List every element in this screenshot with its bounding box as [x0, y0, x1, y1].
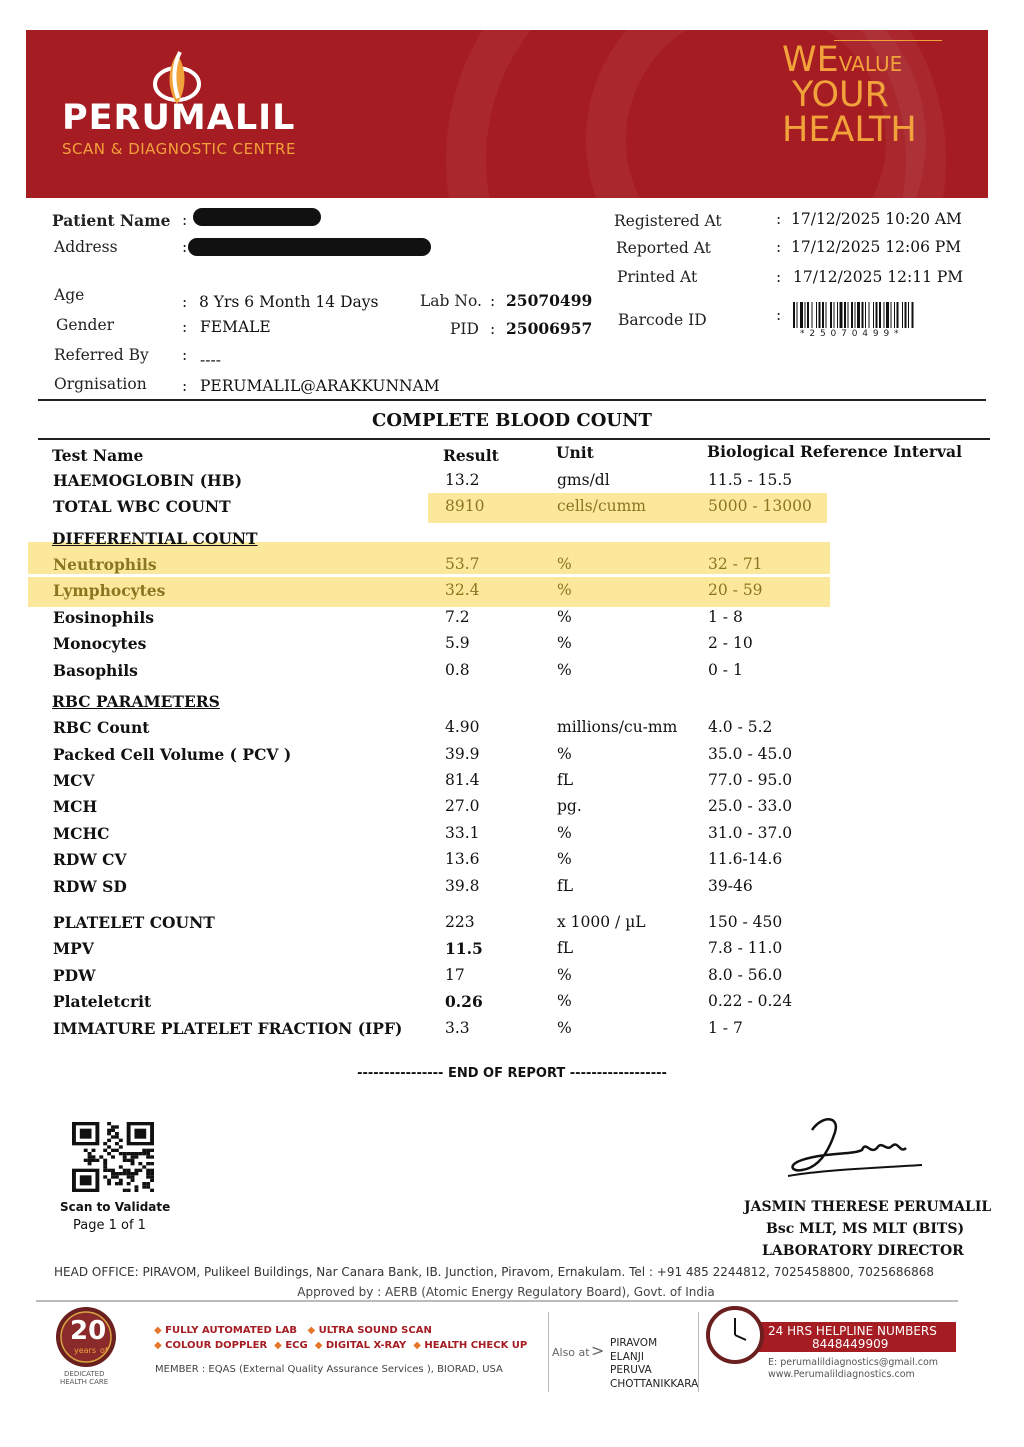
cell-result: 4.90: [445, 718, 480, 736]
organisation-label: Orgnisation: [54, 375, 147, 393]
cell-ref: 0.22 - 0.24: [708, 992, 793, 1010]
printed-at-value: 17/12/2025 12:11 PM: [793, 268, 964, 286]
cell-unit: gms/dl: [557, 471, 610, 489]
service-item: ULTRA SOUND SCAN: [318, 1325, 432, 1336]
cell-ref: 11.6-14.6: [708, 850, 783, 868]
cell-ref: 1 - 7: [708, 1019, 743, 1037]
cell-unit: pg.: [557, 797, 582, 815]
cell-result: 53.7: [445, 555, 480, 573]
cell-ref: 150 - 450: [708, 913, 783, 931]
column-header-unit: Unit: [556, 443, 594, 462]
cell-unit: %: [557, 745, 572, 763]
branch-item: PIRAVOM: [610, 1337, 658, 1349]
printed-at-label: Printed At: [617, 268, 698, 286]
cell-ref: 39-46: [708, 877, 753, 895]
badge-number: 20: [70, 1316, 107, 1346]
badge-caption-1: DEDICATED: [64, 1370, 105, 1378]
slogan-your: YOUR: [792, 75, 889, 115]
brand-subtitle: SCAN & DIAGNOSTIC CENTRE: [62, 140, 296, 158]
director-name: JASMIN THERESE PERUMALIL: [744, 1199, 992, 1215]
footer-divider: [698, 1312, 699, 1392]
helpline-number: 8448449909: [812, 1337, 889, 1351]
cell-ref: 2 - 10: [708, 634, 753, 652]
cell-name: Packed Cell Volume ( PCV ): [53, 745, 292, 764]
cell-ref: 5000 - 13000: [708, 497, 812, 515]
cell-name: IMMATURE PLATELET FRACTION (IPF): [53, 1019, 403, 1038]
cell-result: 32.4: [445, 581, 480, 599]
cell-name: RBC Count: [53, 718, 150, 737]
patient-name-label: Patient Name: [52, 211, 171, 230]
colon: :: [182, 346, 188, 364]
report-title: COMPLETE BLOOD COUNT: [372, 410, 652, 431]
cell-name: MCV: [53, 771, 95, 790]
barcode-digits: * 2 5 0 7 0 4 9 9 *: [800, 329, 900, 339]
cell-result: 7.2: [445, 608, 470, 626]
cell-unit: %: [557, 966, 572, 984]
cell-result: 81.4: [445, 771, 480, 789]
badge-of: of: [100, 1346, 108, 1355]
cell-name: Basophils: [53, 661, 138, 680]
age-value: 8 Yrs 6 Month 14 Days: [199, 293, 379, 311]
column-header-reference: Biological Reference Interval: [707, 442, 962, 461]
qr-code-icon: [72, 1122, 154, 1192]
bullet-icon: ◆: [413, 1340, 425, 1351]
slogan: [782, 40, 942, 148]
website-link[interactable]: www.Perumalildiagnostics.com: [768, 1369, 915, 1380]
cell-result: 17: [445, 966, 465, 984]
service-item: DIGITAL X-RAY: [325, 1340, 407, 1351]
chevron-right-icon: >: [591, 1341, 605, 1360]
cell-ref: 7.8 - 11.0: [708, 939, 783, 957]
gender-value: FEMALE: [200, 318, 271, 336]
cell-result: 39.8: [445, 877, 480, 895]
colon: :: [776, 238, 782, 256]
clock-icon: [706, 1306, 764, 1364]
director-title: LABORATORY DIRECTOR: [762, 1243, 964, 1259]
bullet-icon: ◆: [154, 1325, 166, 1336]
cell-ref: 1 - 8: [708, 608, 743, 626]
lab-no-label: Lab No.: [420, 292, 482, 310]
reported-at-value: 17/12/2025 12:06 PM: [791, 238, 962, 256]
service-item: COLOUR DOPPLER: [165, 1340, 268, 1351]
organisation-value: PERUMALIL@ARAKKUNNAM: [200, 377, 440, 395]
cell-result: 0.26: [445, 992, 483, 1011]
lab-no-value: 25070499: [506, 291, 593, 310]
divider: [38, 438, 990, 440]
cell-ref: 25.0 - 33.0: [708, 797, 793, 815]
gender-label: Gender: [56, 316, 115, 334]
cell-name: PLATELET COUNT: [53, 913, 215, 932]
bullet-icon: ◆: [274, 1340, 286, 1351]
signature-image: [782, 1110, 928, 1190]
cell-name: RDW CV: [53, 850, 127, 869]
services-row-2: [154, 1340, 527, 1351]
also-at-label: Also at: [552, 1346, 590, 1359]
cell-unit: %: [557, 824, 572, 842]
cell-unit: %: [557, 1019, 572, 1037]
cell-unit: cells/cumm: [557, 497, 647, 515]
registered-at-value: 17/12/2025 10:20 AM: [791, 210, 962, 228]
slogan-value: VALUE: [838, 52, 903, 76]
cell-name: RDW SD: [53, 877, 127, 896]
cell-unit: %: [557, 992, 572, 1010]
reported-at-label: Reported At: [616, 239, 711, 257]
slogan-health: HEALTH: [782, 110, 917, 150]
cell-name: PDW: [53, 966, 96, 985]
cell-ref: 32 - 71: [708, 555, 763, 573]
scan-to-validate: Scan to Validate: [60, 1200, 171, 1214]
cell-unit: millions/cu-mm: [557, 718, 678, 736]
pid-value: 25006957: [506, 319, 593, 338]
cell-result: 33.1: [445, 824, 480, 842]
cell-unit: fL: [557, 877, 574, 895]
cell-name: MCHC: [53, 824, 110, 843]
cell-name: Lymphocytes: [53, 581, 166, 600]
colon: :: [182, 211, 188, 229]
cell-ref: 11.5 - 15.5: [708, 471, 793, 489]
cell-name: Plateletcrit: [53, 992, 152, 1011]
bullet-icon: ◆: [154, 1340, 166, 1351]
referred-by-value: ----: [200, 351, 221, 369]
service-item: ECG: [285, 1340, 308, 1351]
colon: :: [776, 306, 782, 324]
section-differential-count: DIFFERENTIAL COUNT: [52, 529, 258, 548]
footer-divider: [36, 1301, 958, 1302]
cell-ref: 31.0 - 37.0: [708, 824, 793, 842]
redacted-patient-name: [193, 208, 321, 226]
member-eqas: MEMBER : EQAS (External Quality Assurance Services ), BIORAD, USA: [155, 1364, 503, 1375]
branch-item: CHOTTANIKKARA: [610, 1377, 699, 1390]
cell-result: 39.9: [445, 745, 480, 763]
cell-ref: 4.0 - 5.2: [708, 718, 773, 736]
column-header-result: Result: [443, 446, 499, 465]
cell-unit: %: [557, 661, 572, 679]
service-item: HEALTH CHECK UP: [424, 1340, 528, 1351]
email-link[interactable]: E: perumalildiagnostics@gmail.com: [768, 1357, 939, 1368]
cell-ref: 0 - 1: [708, 661, 743, 679]
colon: :: [182, 238, 188, 256]
director-qualification: Bsc MLT, MS MLT (BITS): [766, 1221, 965, 1237]
cell-name: TOTAL WBC COUNT: [53, 497, 231, 516]
cell-unit: x 1000 / µL: [557, 913, 646, 931]
cell-unit: fL: [557, 771, 574, 789]
cell-ref: 35.0 - 45.0: [708, 745, 793, 763]
registered-at-label: Registered At: [614, 212, 722, 230]
colon: :: [776, 268, 782, 286]
cell-unit: fL: [557, 939, 574, 957]
address-label: Address: [54, 238, 118, 256]
slogan-rule: [834, 40, 942, 41]
colon: :: [776, 210, 782, 228]
cell-name: MCH: [53, 797, 98, 816]
helpline-label: 24 HRS HELPLINE NUMBERS: [768, 1324, 937, 1338]
branch-item: PERUVA: [610, 1364, 652, 1376]
cell-name: MPV: [53, 939, 94, 958]
head-office-address: HEAD OFFICE: PIRAVOM, Pulikeel Buildings, Nar Canara Bank, IB. Junction, Piravom, Ernakulam. Tel : +91 485 2244812, 7025458800, 7025686868: [54, 1265, 935, 1279]
section-rbc-parameters: RBC PARAMETERS: [52, 692, 220, 711]
cell-name: HAEMOGLOBIN (HB): [53, 471, 243, 490]
column-header-test-name: Test Name: [52, 446, 144, 465]
barcode-id-label: Barcode ID: [618, 311, 707, 329]
cell-result: 0.8: [445, 661, 470, 679]
barcode-image: [792, 302, 968, 330]
cell-unit: %: [557, 581, 572, 599]
cell-name: Neutrophils: [53, 555, 157, 574]
cell-result: 27.0: [445, 797, 480, 815]
cell-ref: 77.0 - 95.0: [708, 771, 793, 789]
services-row-1: [154, 1325, 432, 1336]
service-item: FULLY AUTOMATED LAB: [165, 1325, 297, 1336]
bullet-icon: ◆: [314, 1340, 326, 1351]
cell-name: Monocytes: [53, 634, 147, 653]
colon: :: [182, 377, 188, 395]
end-of-report: ---------------- END OF REPORT ------------------: [357, 1066, 667, 1081]
cell-result: 13.6: [445, 850, 480, 868]
divider: [38, 399, 986, 401]
bullet-icon: ◆: [307, 1325, 319, 1336]
cell-unit: %: [557, 555, 572, 573]
colon: :: [490, 292, 496, 310]
badge-caption-2: HEALTH CARE: [60, 1378, 109, 1386]
cell-result: 223: [445, 913, 475, 931]
referred-by-label: Referred By: [54, 346, 149, 364]
cell-unit: %: [557, 850, 572, 868]
colon: :: [490, 320, 496, 338]
colon: :: [182, 293, 188, 311]
badge-years: years: [74, 1346, 97, 1355]
branch-list: [610, 1337, 698, 1391]
brand-name: PERUMALIL: [62, 98, 296, 138]
footer-divider: [548, 1312, 549, 1392]
slogan-we: WE: [782, 40, 839, 80]
cell-ref: 8.0 - 56.0: [708, 966, 783, 984]
cell-unit: %: [557, 634, 572, 652]
branch-item: ELANJI: [610, 1350, 644, 1363]
cell-result: 8910: [445, 497, 485, 515]
cell-result: 3.3: [445, 1019, 470, 1037]
pid-label: PID: [450, 320, 479, 338]
redacted-address: [188, 238, 431, 256]
cell-result: 11.5: [445, 939, 483, 958]
colon: :: [182, 318, 188, 336]
age-label: Age: [54, 286, 85, 304]
cell-result: 5.9: [445, 634, 470, 652]
cell-unit: %: [557, 608, 572, 626]
cell-ref: 20 - 59: [708, 581, 763, 599]
cell-name: Eosinophils: [53, 608, 154, 627]
cell-result: 13.2: [445, 471, 480, 489]
approved-by: Approved by : AERB (Atomic Energy Regulatory Board), Govt. of India: [297, 1285, 715, 1299]
page-number: Page 1 of 1: [73, 1218, 146, 1233]
